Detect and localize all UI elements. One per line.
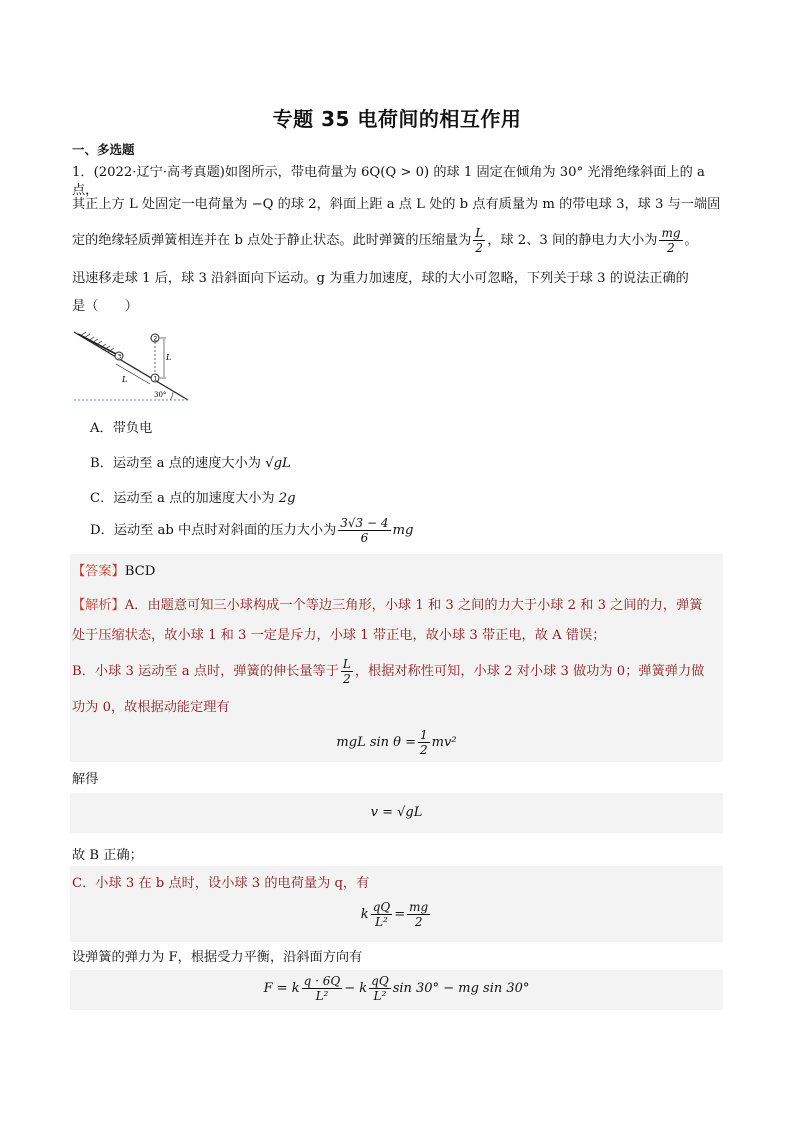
frac-num: qQ (371, 974, 389, 988)
answer-value: BCD (124, 564, 156, 579)
spring-mount (78, 334, 116, 354)
analysis-label: 【解析】 (72, 598, 125, 613)
frac-num: mg (409, 900, 429, 914)
frac-num: qQ (372, 900, 391, 914)
option-C-text: C．运动至 a 点的加速度大小为 (90, 491, 275, 506)
eq1-fraction (418, 728, 430, 757)
option-D-text: D．运动至 ab 中点时对斜面的压力大小为 (90, 523, 337, 538)
frac-den: 2 (475, 241, 484, 255)
analysis-C-line: C．小球 3 在 b 点时，设小球 3 的电荷量为 q，有 (72, 876, 370, 891)
eq4-fraction-2 (369, 974, 391, 1003)
option-C-math: 2g (278, 491, 296, 506)
question-line-5: 是（ ） (72, 299, 138, 314)
analysis-A-line-1 (72, 594, 703, 613)
label-L-incline: L (122, 375, 128, 384)
frac-den: L² (315, 989, 329, 1003)
option-D-fraction (338, 516, 390, 545)
frac-num: L (475, 226, 484, 240)
equation-coulomb (70, 900, 723, 929)
analysis-B-line-1 (72, 657, 704, 686)
eq4-fraction-1 (302, 974, 343, 1003)
analysis-B-text-1a: B．小球 3 运动至 a 点时，弹簧的伸长量等于 (72, 664, 339, 679)
analysis-A-text-1: A．由题意可知三小球构成一个等边三角形，小球 1 和 3 之间的力大于小球 2 和 3 之间的力，弹簧 (124, 598, 703, 613)
question-line-3b: ，球 2、3 间的静电力大小为 (487, 233, 658, 248)
spring-icon (80, 332, 114, 352)
question-line-2: 其正上方 L 处固定一电荷量为 −Q 的球 2，斜面上距 a 点 L 处的 b 点有质量为 m 的带电球 3，球 3 与一端固 (72, 197, 721, 212)
frac-den: 2 (667, 241, 675, 255)
equation-energy (70, 728, 723, 757)
frac-num: L (342, 657, 351, 671)
frac-num: 3√3 − 4 (340, 516, 389, 530)
fraction-mg-over-2 (659, 226, 682, 255)
option-C (90, 487, 296, 506)
frac-num: q · 6Q (303, 974, 341, 988)
question-line-3 (72, 226, 722, 255)
eq3-equals: = (394, 907, 406, 922)
question-line-4: 迅速移走球 1 后，球 3 沿斜面向下运动。g 为重力加速度，球的大小可忽略，下列关于球 3 的说法正确的 (72, 271, 689, 286)
answer-line (72, 560, 155, 579)
question-line-3c: 。 (684, 233, 698, 248)
option-D (90, 516, 413, 545)
frac-den: 2 (414, 915, 423, 929)
analysis-A-line-2: 处于压缩状态，故小球 1 和 3 一定是斥力，小球 1 带正电，故小球 3 带正电，故 A 错误； (72, 628, 606, 643)
question-line-1: 1．(2022·辽宁·高考真题)如图所示，带电荷量为 6Q(Q > 0) 的球 1 固定在倾角为 30° 光滑绝缘斜面上的 a 点， (72, 165, 705, 198)
eq1-right: mv² (431, 735, 457, 750)
option-B (90, 452, 291, 471)
frac-den: 2 (343, 672, 351, 686)
frac-den: 6 (360, 531, 369, 545)
section-heading: 一、多选题 (72, 142, 135, 157)
fraction-L-over-2-B (341, 657, 353, 686)
equation-velocity: v = √gL (370, 805, 423, 820)
frac-num: 1 (420, 728, 428, 742)
incline-line (74, 332, 188, 400)
incline-figure (70, 326, 190, 406)
analysis-B-conclusion: 故 B 正确； (72, 848, 143, 863)
option-B-math: √gL (265, 456, 291, 471)
answer-label: 【答案】 (72, 564, 125, 579)
spring-force-line: 设弹簧的弹力为 F，根据受力平衡，沿斜面方向有 (72, 950, 363, 965)
analysis-B-line-2: 功为 0，故根据动能定理有 (72, 700, 230, 715)
eq3-right-fraction (407, 900, 430, 929)
label-angle: 30° (154, 391, 167, 399)
option-A: A．带负电 (90, 421, 153, 436)
ball-3-label: 3 (117, 353, 122, 361)
frac-den: 2 (420, 743, 428, 757)
ball-1-label: 1 (153, 375, 158, 383)
frac-num: mg (661, 226, 681, 240)
question-line-3a: 定的绝缘轻质弹簧相连并在 b 点处于静止状态。此时弹簧的压缩量为 (72, 233, 472, 248)
ball-2-label: 2 (153, 335, 158, 343)
eq3-k: k (360, 907, 369, 922)
solve-label: 解得 (72, 772, 99, 787)
eq3-left-fraction (371, 900, 393, 929)
label-L-vertical: L (166, 353, 172, 362)
fraction-L-over-2 (473, 226, 485, 255)
analysis-B-text-1b: ，根据对称性可知，小球 2 对小球 3 做功为 0；弹簧弹力做 (354, 664, 705, 679)
option-D-suffix: mg (392, 523, 414, 538)
frac-den: L² (373, 989, 387, 1003)
equation-force-balance (70, 974, 723, 1003)
page-title: 专题 35 电荷间的相互作用 (272, 107, 522, 131)
frac-den: L² (375, 915, 388, 929)
eq4-c: sin 30° − mg sin 30° (392, 981, 530, 996)
eq1-left: mgL sin θ = (336, 735, 417, 750)
option-B-text: B．运动至 a 点的速度大小为 (90, 456, 261, 471)
eq4-a: F = k (263, 981, 300, 996)
angle-arc-icon (170, 392, 173, 400)
eq4-b: − k (344, 981, 368, 996)
